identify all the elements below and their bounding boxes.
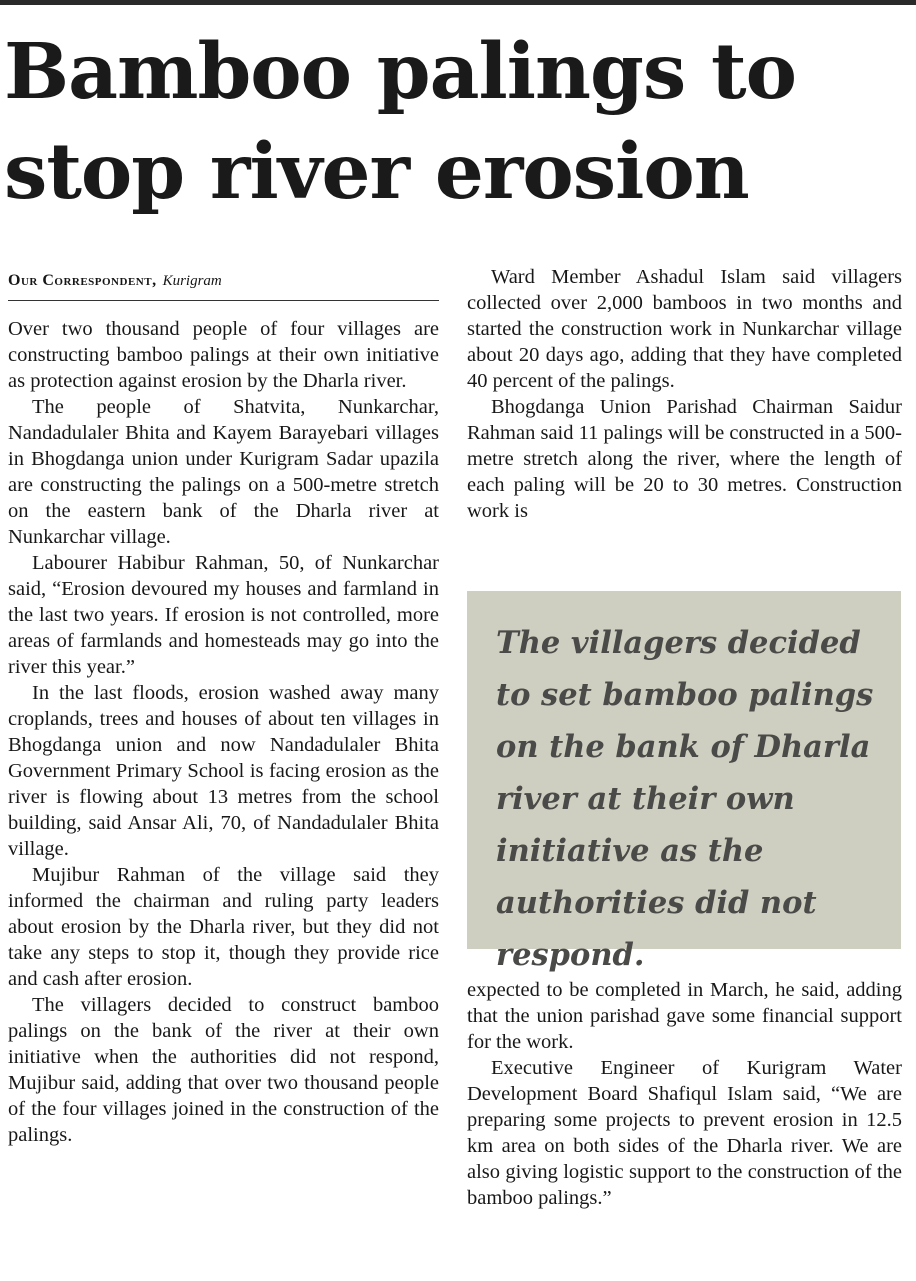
pull-quote-text: The villagers decided to set bamboo palings on the bank of Dharla river at their own initiative as the authorities did not respond. — [496, 625, 874, 973]
headline-line-2: stop river erosion — [4, 127, 749, 217]
paragraph: Executive Engineer of Kurigram Water Development Board Shafiqul Islam said, “We are preparing some projects to prevent erosion in 12.5 km area on both sides of the Dharla river. We are also giving logistic support to the construction of the bamboo palings.” — [467, 1057, 902, 1209]
article-right-column-bottom — [467, 977, 902, 1211]
pull-quote-box — [467, 591, 901, 973]
byline — [8, 272, 439, 301]
paragraph: In the last floods, erosion washed away many croplands, trees and houses of about ten villages in Bhogdanga union and now Nandadulaler Bhita Government Primary School is facing erosion as the river is flowing about 13 metres from the school building, said Ansar Ali, 70, of Nandadulaler Bhita village. — [8, 682, 439, 860]
byline-place: Kurigram — [162, 273, 222, 289]
headline-line-1: Bamboo palings to — [4, 27, 796, 117]
paragraph: Labourer Habibur Rahman, 50, of Nunkarchar said, “Erosion devoured my houses and farmland in the last two years. If erosion is not controlled, more areas of farmlands and homesteads may go into the river this year.” — [8, 552, 439, 678]
paragraph: The villagers decided to construct bamboo palings on the bank of the river at their own initiative when the authorities did not respond, Mujibur said, adding that over two thousand people of the four villages joined in the construction of the palings. — [8, 994, 439, 1146]
paragraph: Over two thousand people of four villages are constructing bamboo palings at their own initiative as protection against erosion by the Dharla river. — [8, 318, 439, 392]
article-right-column-top — [467, 264, 902, 524]
top-rule — [0, 0, 916, 5]
paragraph: Mujibur Rahman of the village said they informed the chairman and ruling party leaders about erosion by the Dharla river, but they did not take any steps to stop it, though they provide rice and cash after erosion. — [8, 864, 439, 990]
paragraph: The people of Shatvita, Nunkarchar, Nandadulaler Bhita and Kayem Barayebari villages in Bhogdanga union under Kurigram Sadar upazila are constructing the palings on a 500-metre stretch on the eastern bank of the Dharla river at Nunkarchar village. — [8, 396, 439, 548]
headline — [4, 22, 909, 222]
byline-role: Our Correspondent, — [8, 272, 157, 289]
paragraph: Ward Member Ashadul Islam said villagers collected over 2,000 bamboos in two months and started the construction work in Nunkarchar village about 20 days ago, adding that they have completed 40 percent of the palings. — [467, 266, 902, 392]
paragraph: Bhogdanga Union Parishad Chairman Saidur Rahman said 11 palings will be constructed in a 500-metre stretch along the river, where the length of each paling will be 20 to 30 metres. Construction work is — [467, 396, 902, 522]
article-left-column — [8, 316, 439, 1148]
paragraph: expected to be completed in March, he said, adding that the union parishad gave some financial support for the work. — [467, 979, 902, 1053]
